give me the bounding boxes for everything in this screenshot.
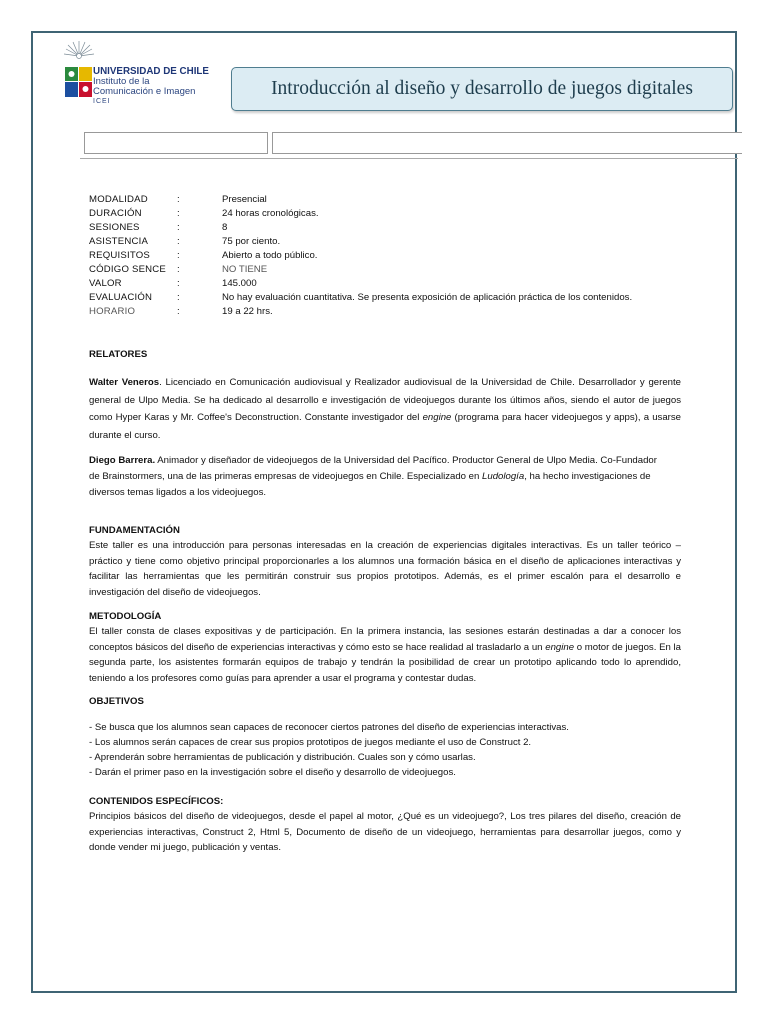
relator-paragraph-1	[89, 374, 681, 444]
info-separator: :	[177, 250, 180, 261]
info-separator: :	[177, 306, 180, 317]
info-separator: :	[177, 222, 180, 233]
info-separator: :	[177, 292, 180, 303]
institute-acronym: ICEI	[93, 98, 111, 105]
info-row-asistencia	[89, 235, 632, 249]
fundamentacion-section	[89, 523, 681, 600]
relator-bio-emphasis: Ludología	[482, 471, 525, 482]
info-separator: :	[177, 208, 180, 219]
list-item: - Darán el primer paso en la investigación sobre el diseño y desarrollo de videojuegos.	[89, 767, 456, 778]
relator-bio: . Licenciado en Comunicación audiovisual y Realizador audiovisual de la Universidad de Chile. Desarrollador y gerente general de Ulpo Media. Se ha dedicado al desarrollo e investigación de videojuegos durante los últimos años, siendo el autor de juegos como Hyper Karas y Mr. Coffee's Deconstruction. Constante investigador del	[89, 377, 681, 423]
section-text	[89, 624, 681, 686]
info-label: DURACIÓN	[89, 208, 142, 219]
list-item: - Aprenderán sobre herramientas de publicación y distribución. Cuales son y cómo usarlas.	[89, 752, 476, 763]
info-label: HORARIO	[89, 306, 136, 317]
university-name: UNIVERSIDAD DE CHILE	[93, 66, 209, 77]
section-heading: METODOLOGÍA	[89, 611, 162, 622]
objetivos-list	[89, 720, 681, 780]
info-separator: :	[177, 278, 180, 289]
info-value: Abierto a todo público.	[222, 250, 318, 261]
contenidos-section	[89, 794, 681, 856]
info-label: CÓDIGO SENCE	[89, 264, 167, 275]
info-label: ASISTENCIA	[89, 236, 149, 247]
info-row-horario	[89, 305, 632, 319]
section-heading: RELATORES	[89, 349, 148, 360]
info-separator: :	[177, 236, 180, 247]
logo-text	[93, 67, 209, 107]
relator-bio: Animador y diseñador de videojuegos de la Universidad del Pacífico. Productor General de Ulpo Media. Co-Fundador de Brainstormers, una de las primeras empresas de videojuegos en Chile. Especializado en	[89, 455, 657, 482]
institute-line1: Instituto de la	[93, 76, 150, 87]
section-text: Principios básicos del diseño de videojuegos, desde el papel al motor, ¿Qué es un videojuego?, Los tres pilares del diseño, creación de experiencias interactivas, Construct 2, Html 5, Documento de diseño de un videojuego, herramientas para desarrollar juegos, como y donde vender mi juego, publicación y ventas.	[89, 811, 681, 853]
course-title: Introducción al diseño y desarrollo de juegos digitales	[271, 78, 693, 99]
list-item: - Los alumnos serán capaces de crear sus propios prototipos de juegos mediante el uso de Construct 2.	[89, 737, 532, 748]
info-value: 75 por ciento.	[222, 236, 281, 247]
relatores-section	[89, 347, 681, 362]
info-label: MODALIDAD	[89, 194, 148, 205]
university-logo	[64, 40, 234, 120]
section-text-emphasis: engine	[545, 641, 575, 653]
info-label: VALOR	[89, 278, 122, 289]
info-row-valor	[89, 277, 632, 291]
list-item: - Se busca que los alumnos sean capaces de reconocer ciertos patrones del diseño de experiencias interactivas.	[89, 722, 569, 733]
form-cell-right	[272, 132, 742, 154]
section-text-part: o motor de juegos. En la segunda parte, los asistentes formarán equipos de trabajo y tendrán la posibilidad de crear un prototipo aplicando todo lo aprendido, teniendo a los profesores como guías para aprender a usar el programa y contestar dudas.	[89, 641, 681, 684]
info-value: 145.000	[222, 278, 257, 289]
info-row-evaluacion	[89, 291, 632, 305]
info-value: No hay evaluación cuantitativa. Se presenta exposición de aplicación práctica de los contenidos.	[222, 292, 633, 303]
objetivos-section	[89, 694, 681, 709]
relator-bio-emphasis: engine	[422, 412, 452, 423]
info-row-codigo-sence	[89, 263, 632, 277]
header-form-row	[80, 129, 738, 159]
info-label: EVALUACIÓN	[89, 292, 153, 303]
info-separator: :	[177, 264, 180, 275]
objectives-list	[89, 720, 681, 780]
form-cell-left	[84, 132, 268, 154]
info-row-requisitos	[89, 249, 632, 263]
relator-name: Diego Barrera.	[89, 455, 156, 466]
course-title-box	[231, 67, 733, 111]
info-value: 19 a 22 hrs.	[222, 306, 273, 317]
section-text: Este taller es una introducción para personas interesadas en la creación de experiencias digitales interactivas. Es un taller teórico – práctico y tiene como objetivo principal proporcionarles a los alumnos una formación básica en el diseño de aplicaciones interactivas y facilitar las herramientas que les permitirán construir sus propios prototipos. Además, es el primer escalón para el desarrollo e investigación del diseño de videojuegos.	[89, 540, 681, 598]
info-value: NO TIENE	[222, 264, 268, 275]
section-heading: CONTENIDOS ESPECÍFICOS:	[89, 796, 224, 807]
relator-paragraph-2	[89, 453, 669, 501]
relator-bio: (programa para hacer videojuegos y apps), a usarse durante el curso.	[89, 412, 682, 441]
metodologia-section	[89, 609, 681, 686]
relator-name: Walter Veneros	[89, 377, 160, 388]
info-row-duracion	[89, 207, 632, 221]
info-row-sesiones	[89, 221, 632, 235]
institute-line2: Comunicación e Imagen	[93, 86, 196, 97]
info-value: 8	[222, 222, 228, 233]
section-text-part: El taller consta de clases expositivas y de participación. En la primera instancia, las sesiones estarán destinadas a dar a conocer los conceptos básicos del diseño de experiencias interactivas y cómo esto se hace realidad al trasladarlo a un	[89, 626, 681, 653]
info-label: REQUISITOS	[89, 250, 150, 261]
info-value: 24 horas cronológicas.	[222, 208, 319, 219]
shield-icon	[65, 67, 92, 97]
info-row-modalidad	[89, 193, 632, 207]
info-value: Presencial	[222, 194, 267, 205]
relator-bio: , ha hecho investigaciones de diversos temas ligados a los videojuegos.	[89, 471, 651, 498]
course-info-table	[89, 193, 632, 319]
section-heading: FUNDAMENTACIÓN	[89, 525, 180, 536]
info-label: SESIONES	[89, 222, 140, 233]
section-heading: OBJETIVOS	[89, 696, 144, 707]
info-separator: :	[177, 194, 180, 205]
